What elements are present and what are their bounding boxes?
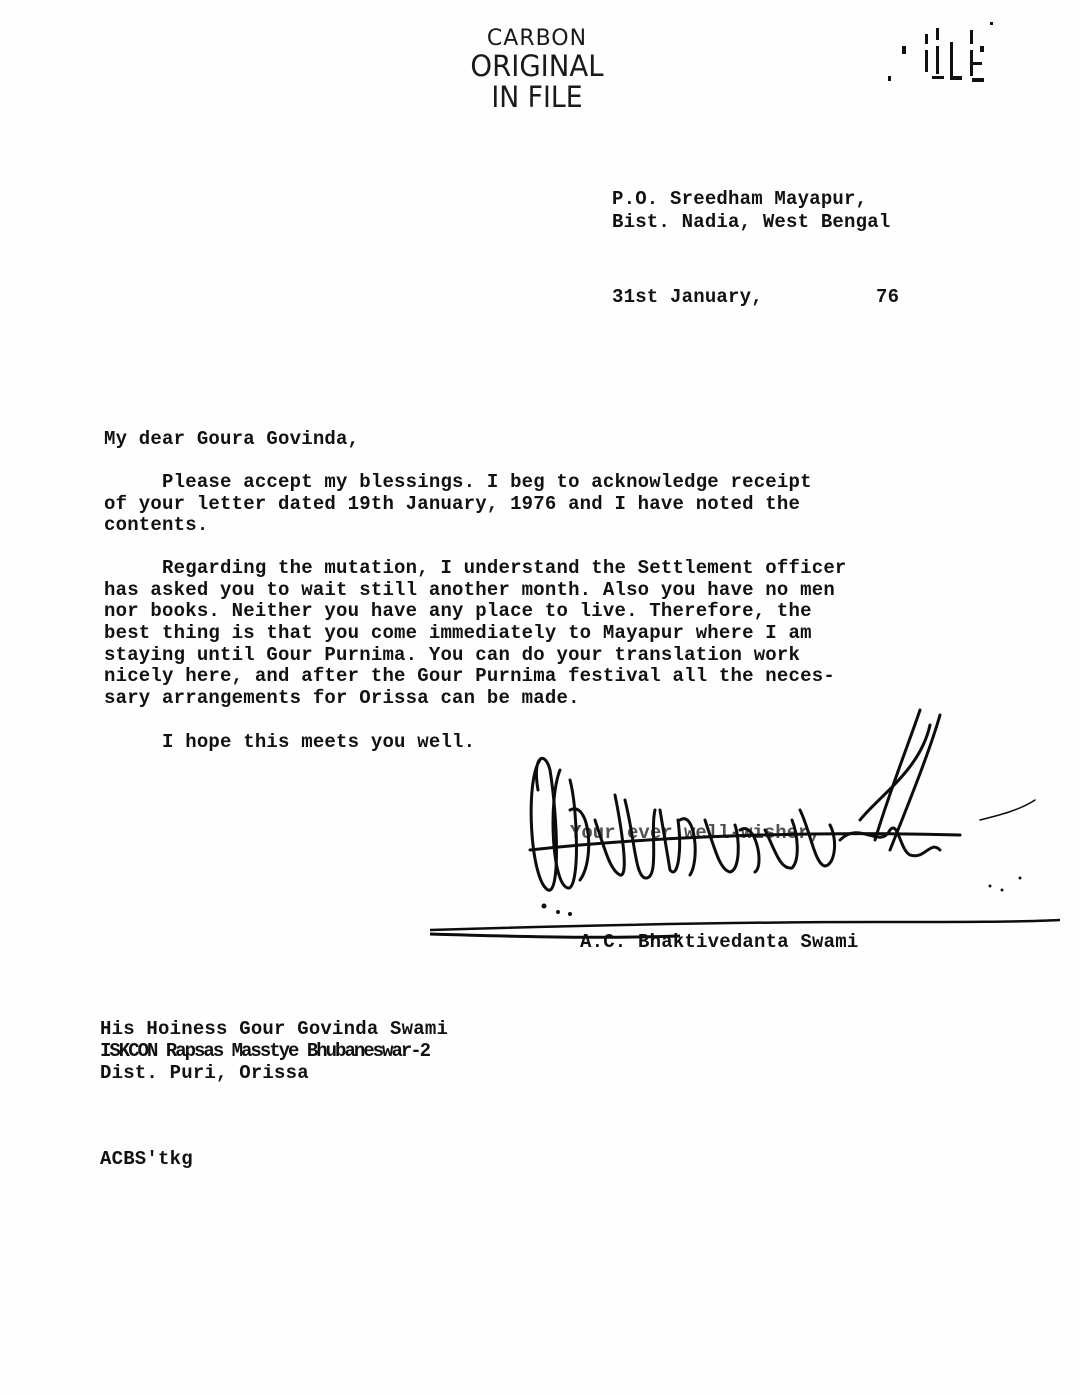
paragraph-2-line-7: sary arrangements for Orissa can be made. — [104, 687, 580, 709]
letter-date-day-month: 31st January, — [612, 286, 763, 308]
paragraph-2-line-1: Regarding the mutation, I understand the Settlement officer — [104, 557, 847, 579]
closing-phrase: Your ever well-wisher, — [570, 822, 821, 844]
paragraph-3: I hope this meets you well. — [104, 731, 476, 753]
paragraph-1-line-1: Please accept my blessings. I beg to acknowledge receipt — [104, 471, 812, 493]
typist-initials: ACBS'tkg — [100, 1148, 193, 1170]
paragraph-2-line-2: has asked you to wait still another month. Also you have no men — [104, 579, 835, 601]
carbon-original-stamp — [462, 28, 612, 112]
signer-name: A.C. Bhaktivedanta Swami — [580, 931, 859, 953]
stamp-line-3: IN FILE — [491, 80, 583, 114]
paragraph-1-line-2: of your letter dated 19th January, 1976 and I have noted the — [104, 493, 801, 515]
letter-date-year: 76 — [876, 286, 900, 308]
paragraph-2-line-6: nicely here, and after the Gour Purnima festival all the neces- — [104, 665, 835, 687]
file-stamp-icon — [880, 20, 1000, 90]
paragraph-2-line-5: staying until Gour Purnima. You can do your translation work — [104, 644, 801, 666]
paragraph-2-line-3: nor books. Neither you have any place to live. Therefore, the — [104, 600, 812, 622]
recipient-name: His Hoiness Gour Govinda Swami — [100, 1018, 449, 1040]
recipient-district: Dist. Puri, Orissa — [100, 1062, 309, 1084]
stamp-line-1: CARBON — [486, 26, 588, 51]
stamp-line-2: ORIGINAL — [470, 49, 604, 83]
paragraph-1-line-3: contents. — [104, 514, 209, 536]
sender-address-line-2: Bist. Nadia, West Bengal — [612, 211, 891, 233]
salutation: My dear Goura Govinda, — [104, 428, 360, 450]
sender-address-line-1: P.O. Sreedham Mayapur, — [612, 188, 868, 210]
paragraph-2-line-4: best thing is that you come immediately to Mayapur where I am — [104, 622, 812, 644]
handwritten-signature — [420, 700, 1060, 960]
recipient-address-overtyped: ISKCON Rapsas Masstye Bhubaneswar-2 — [100, 1040, 430, 1062]
